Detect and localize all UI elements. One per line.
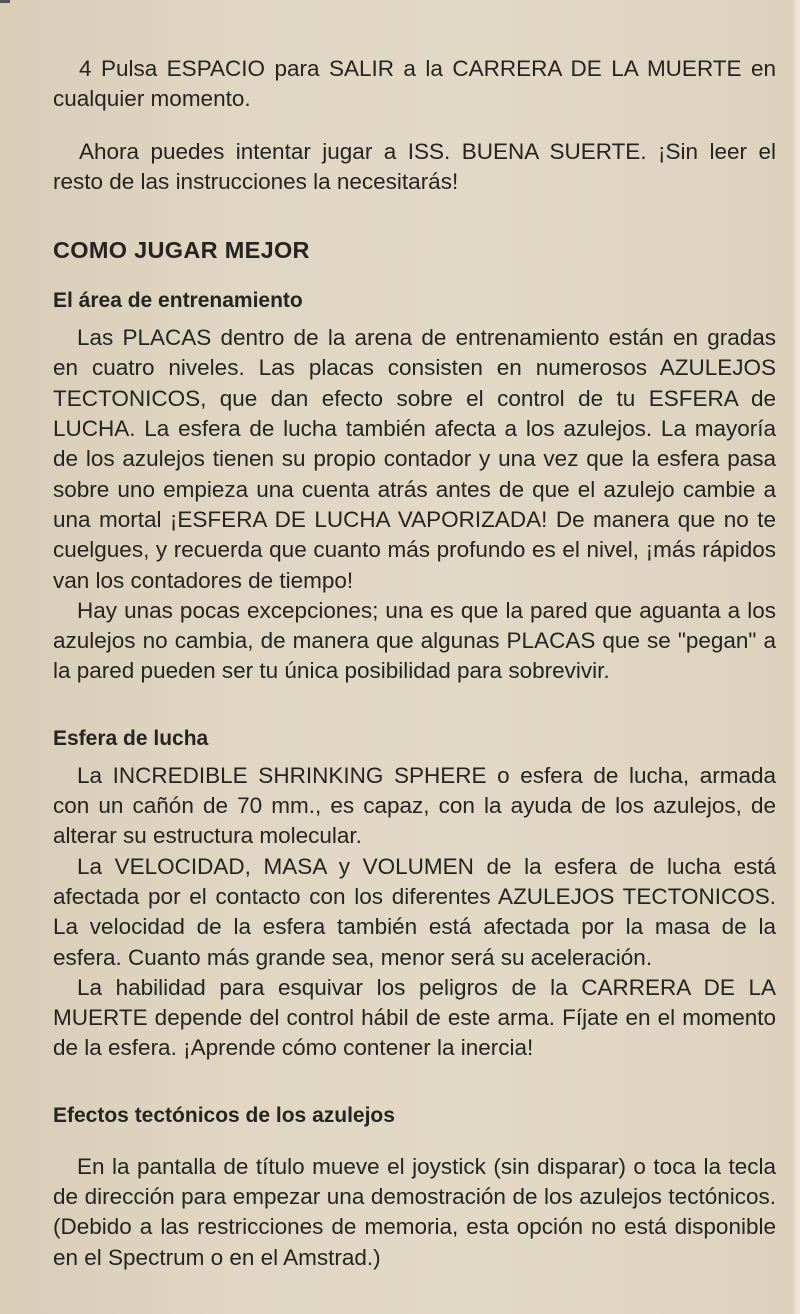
sphere-heading: Esfera de lucha <box>53 726 209 750</box>
paper-edge <box>794 0 800 1314</box>
tile-effects-paragraph: En la pantalla de título mueve el joystick (sin disparar) o toca la tecla de dirección para empezar una demostración de los azulejos tectónicos. (Debido a las restricciones de memoria, esta opción no está disponible en el Spectrum o en el Amstrad.) <box>53 1153 776 1270</box>
sphere-paragraph-1: La INCREDIBLE SHRINKING SPHERE o esfera de lucha, armada con un cañón de 70 mm., es capaz, con la ayuda de los azulejos, de alterar su estructura molecular. <box>53 762 776 849</box>
good-luck-paragraph: Ahora puedes intentar jugar a ISS. BUENA SUERTE. ¡Sin leer el resto de las instrucciones la necesitarás! <box>53 138 776 194</box>
section-title: COMO JUGAR MEJOR <box>53 237 310 264</box>
tile-effects-heading: Efectos tectónicos de los azulejos <box>53 1103 395 1127</box>
sphere-paragraph-2: La VELOCIDAD, MASA y VOLUMEN de la esfera de lucha está afectada por el contacto con los diferentes AZULEJOS TECTONICOS. La velocidad de la esfera también está afectada por la masa de la esfera. Cuanto más grande sea, menor será su aceleración. <box>53 853 776 970</box>
step-4-paragraph: 4 Pulsa ESPACIO para SALIR a la CARRERA DE LA MUERTE en cualquier momento. <box>53 56 776 112</box>
training-area-paragraph-2: Hay unas pocas excepciones; una es que la pared que aguanta a los azulejos no cambia, de manera que algunas PLACAS que se "pegan" a la pared pueden ser tu única posibilidad para sobrevivir. <box>53 597 776 684</box>
sphere-paragraph-3: La habilidad para esquivar los peligros de la CARRERA DE LA MUERTE depende del control hábil de este arma. Fíjate en el momento de la esfera. ¡Aprende cómo contener la inercia! <box>53 974 776 1061</box>
training-area-heading: El área de entrenamiento <box>53 289 303 313</box>
scan-edge-mark <box>0 0 10 3</box>
training-area-paragraph-1: Las PLACAS dentro de la arena de entrenamiento están en gradas en cuatro niveles. Las placas consisten en numerosos AZULEJOS TECTONICOS, que dan efecto sobre el control de tu ESFERA de LUCHA. La esfera de lucha también afecta a los azulejos. La mayoría de los azulejos tienen su propio contador y una vez que la esfera pasa sobre uno empieza una cuenta atrás antes de que el azulejo cambie a una mortal ¡ESFERA DE LUCHA VAPORIZADA! De manera que no te cuelgues, y recuerda que cuanto más profundo es el nivel, ¡más rápidos van los contadores de tiempo! <box>53 325 776 593</box>
